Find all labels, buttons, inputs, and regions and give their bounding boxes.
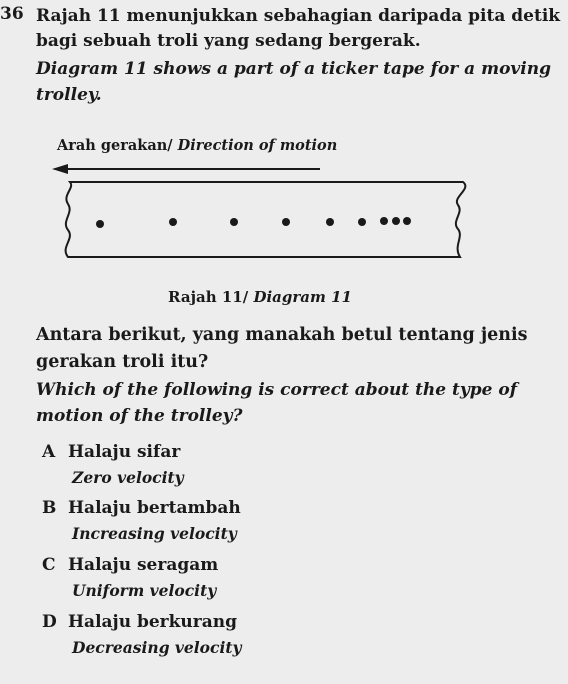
direction-label [57,137,337,154]
option-text-malay: Halaju bertambah [68,498,241,518]
ticker-dot [169,218,177,226]
option-text-english: Increasing velocity [72,524,237,543]
question-ask-english: Which of the following is correct about the type of motion of the trolley? [36,380,518,426]
option-text-english: Uniform velocity [72,581,217,600]
option-b[interactable] [42,498,241,543]
option-c[interactable] [42,555,219,600]
ticker-dot [403,217,411,225]
question-ask-malay: Antara berikut, yang manakah betul tentang jenis gerakan troli itu? [36,325,528,372]
diagram-caption-english: Diagram 11 [253,288,352,306]
ticker-dot [380,217,388,225]
option-text-malay: Halaju berkurang [68,612,237,632]
ticker-dot [358,218,366,226]
direction-arrow [52,164,320,174]
option-a[interactable] [42,442,184,487]
ticker-tape-diagram [40,155,480,270]
ticker-dot [230,218,238,226]
option-text-english: Decreasing velocity [72,638,242,657]
direction-label-english: Direction of motion [177,137,338,154]
question-stem-malay: Rajah 11 menunjukkan sebahagian daripada pita detik bagi sebuah troli yang sedang bergerak. [36,6,561,51]
option-letter: D [42,612,57,632]
option-letter: A [42,442,56,462]
diagram-caption-malay: Rajah 11/ [168,288,249,306]
option-text-malay: Halaju sifar [68,442,181,462]
ticker-dot [282,218,290,226]
question-stem-english: Diagram 11 shows a part of a ticker tape for a moving trolley. [36,59,552,105]
option-letter: B [42,498,57,518]
diagram-caption [0,288,520,306]
ticker-dot [326,218,334,226]
option-d[interactable] [42,612,242,657]
ticker-dot [392,217,400,225]
ticker-dot [96,220,104,228]
question-number: 36 [0,4,24,24]
direction-label-malay: Arah gerakan/ [57,137,173,154]
option-text-malay: Halaju seragam [68,555,219,575]
option-text-english: Zero velocity [72,468,184,487]
option-letter: C [42,555,56,575]
